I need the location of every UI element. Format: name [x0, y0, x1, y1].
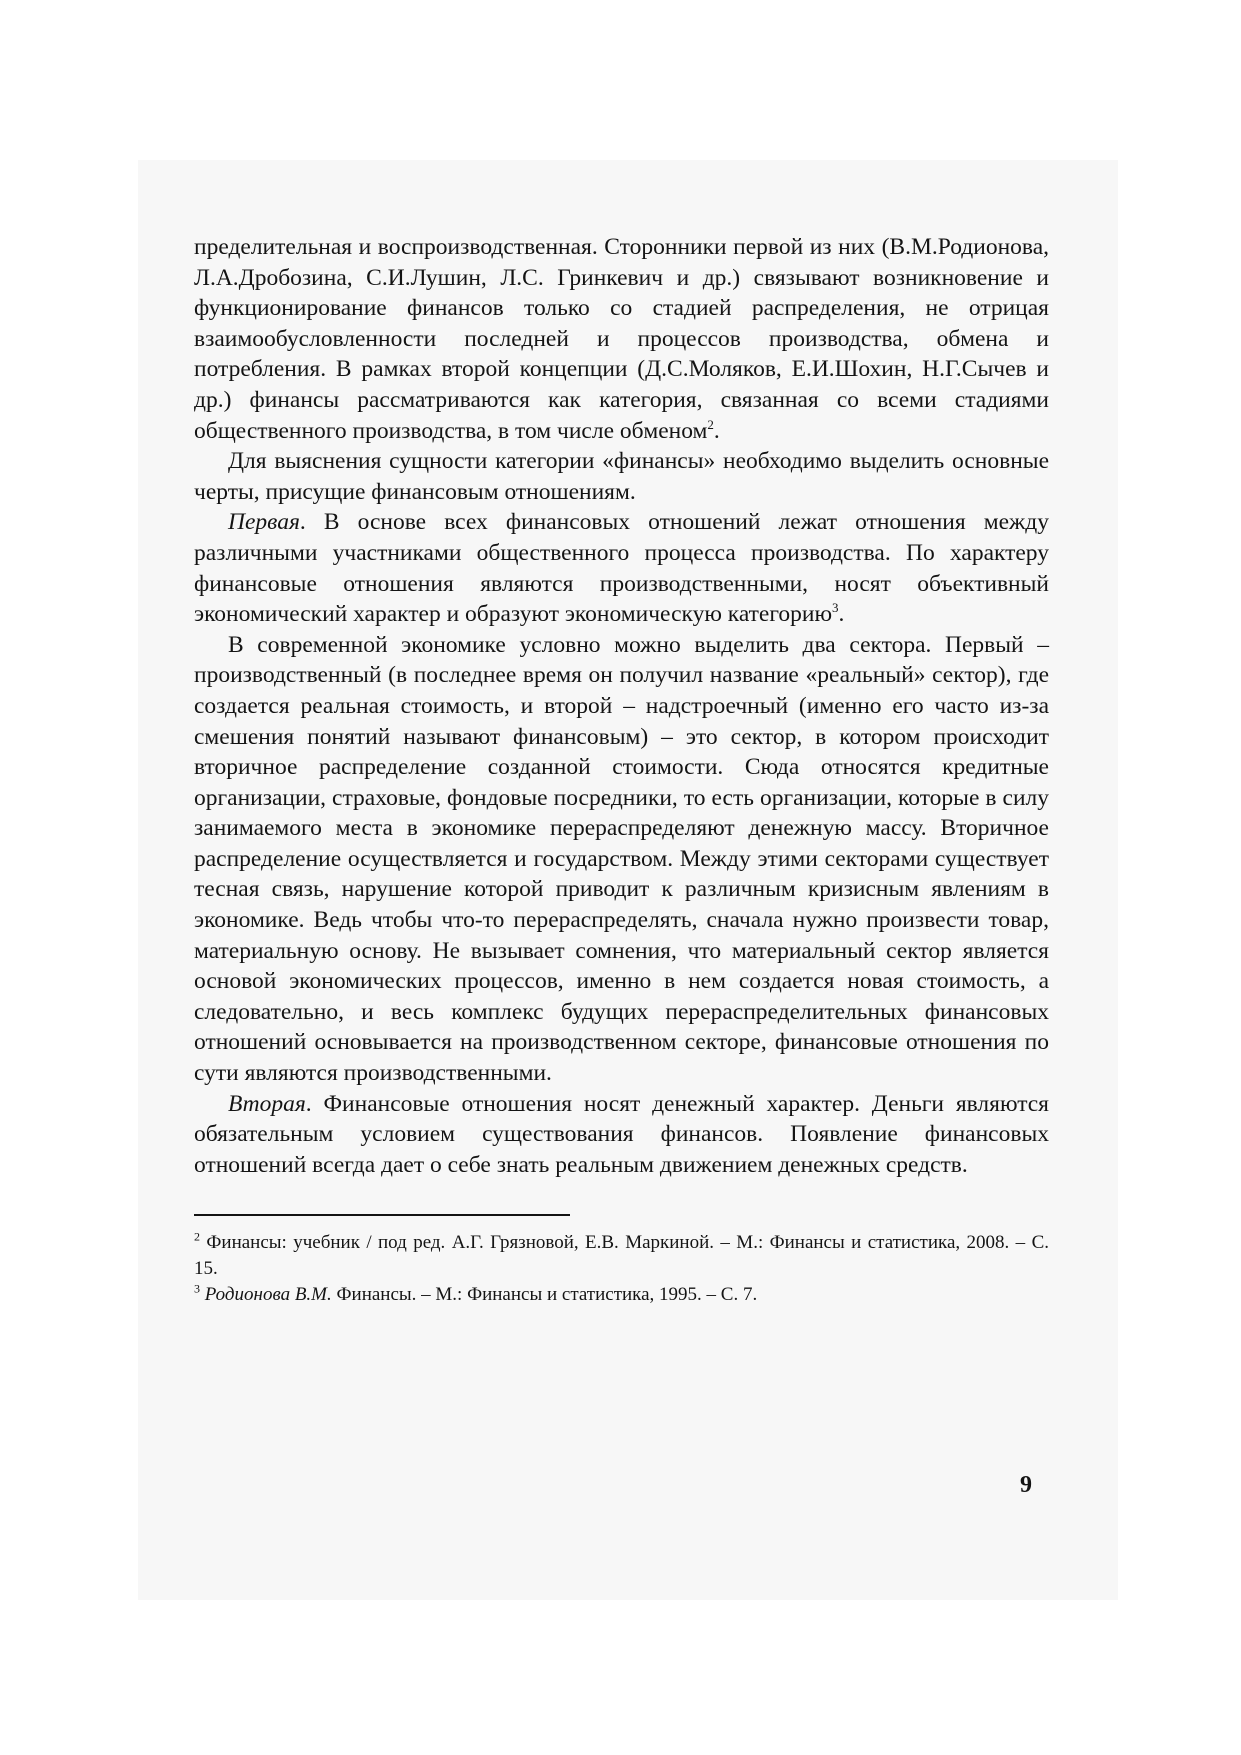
- paragraph-lead: Первая: [228, 509, 300, 536]
- paragraph-second-feature: [194, 1089, 1049, 1181]
- footnote-author: Родионова В.М.: [200, 1284, 332, 1306]
- footnote-ref[interactable]: 2: [707, 416, 714, 432]
- paragraph-text: В современной экономике условно можно выделить два сектора. Первый – производственный (в последнее время он получил название «реальный» сектор), где создается реальная стоимость, и второй – надстроечный (именно его часто из-за смешения понятий называют финансовым) – это сектор, в котором происходит вторичное распределение созданной стоимости. Сюда относятся кредитные организации, страховые, фондовые посредники, то есть организации, которые в силу занимаемого места в экономике перераспределяют денежную массу. Вторичное распределение осуществляется и государством. Между этими секторами существует тесная связь, нарушение которой приводит к различным кризисным явлениям в экономике. Ведь чтобы что-то перераспределять, сначала нужно произвести товар, материальную основу. Не вызывает сомнения, что материальный сектор является основой экономических процессов, именно в нем создается новая стоимость, а следовательно, и весь комплекс будущих перераспределительных финансовых отношений основывается на производственном секторе, финансовые отношения по сути являются производственными.: [194, 631, 1049, 1087]
- paragraph-first-feature: [194, 507, 1049, 629]
- paragraph-end: .: [838, 601, 845, 628]
- paragraph-continuation: [194, 232, 1049, 446]
- paragraph-text: . Финансовые отношения носят денежный характер. Деньги являются обязательным условием существования финансов. Появление финансовых отношений всегда дает о себе знать реальным движением денежных средств.: [194, 1090, 1049, 1178]
- footnote: [194, 1282, 1049, 1308]
- footnote-mark: 2: [194, 1230, 200, 1245]
- footnote-text: Финансы: учебник / под ред. А.Г. Грязновой, Е.В. Маркиной. – М.: Финансы и статистика, 2008. – С. 15.: [194, 1232, 1049, 1280]
- footnotes: [194, 1230, 1049, 1308]
- paragraph-text: пределительная и воспроизводственная. Сторонники первой из них (В.М.Родионова, Л.А.Дробозина, С.И.Лушин, Л.С. Гринкевич и др.) связывают возникновение и функционирование финансов только со стадией распределения, не отрицая взаимообусловленности последней и процессов производства, обмена и потребления. В рамках второй концепции (Д.С.Моляков, Е.И.Шохин, Н.Г.Сычев и др.) финансы рассматриваются как категория, связанная со всеми стадиями общественного производства, в том числе обменом: [194, 234, 1049, 444]
- paragraph-text: Для выяснения сущности категории «финансы» необходимо выделить основные черты, присущие финансовым отношениям.: [194, 448, 1049, 505]
- paragraph-sectors: [194, 630, 1049, 1089]
- paragraph-lead: Вторая: [228, 1090, 306, 1117]
- main-text: [194, 232, 1049, 1180]
- paragraph-text: . В основе всех финансовых отношений лежат отношения между различными участниками общественного процесса производства. По характеру финансовые отношения являются производственными, носят объективный экономический характер и образуют экономическую категорию: [194, 509, 1049, 628]
- paragraph-essence: [194, 446, 1049, 507]
- footnote-text: Финансы. – М.: Финансы и статистика, 1995. – С. 7.: [331, 1284, 758, 1306]
- footnote: [194, 1230, 1049, 1282]
- footnote-ref[interactable]: 3: [832, 600, 839, 616]
- book-page: [194, 232, 1049, 1308]
- paragraph-end: .: [713, 417, 720, 444]
- footnote-mark: 3: [194, 1282, 200, 1297]
- footnote-divider: [194, 1214, 570, 1216]
- page-number: 9: [1020, 1472, 1032, 1498]
